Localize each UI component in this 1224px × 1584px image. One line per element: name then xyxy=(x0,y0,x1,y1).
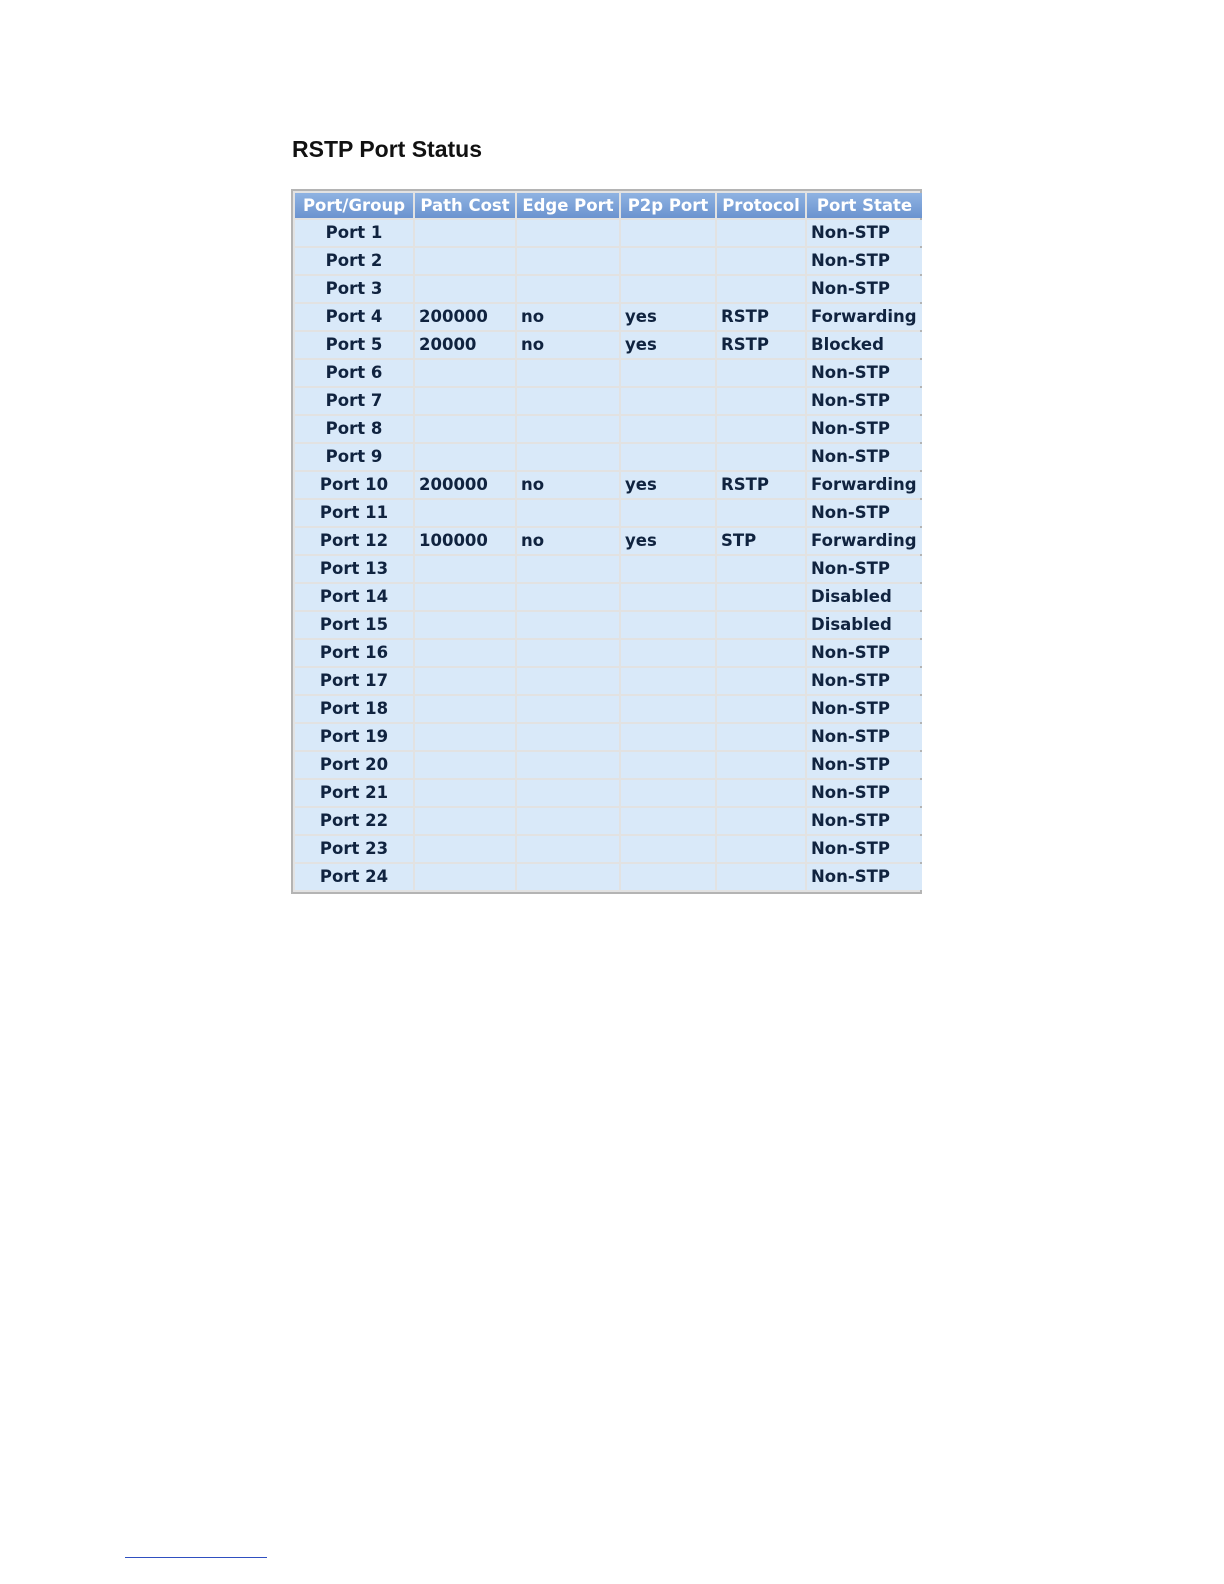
cell-port-state: Non-STP xyxy=(807,780,922,806)
cell-edge-port xyxy=(517,836,619,862)
cell-port-state: Non-STP xyxy=(807,276,922,302)
cell-p2p-port: yes xyxy=(621,304,715,330)
cell-path-cost xyxy=(415,724,515,750)
cell-edge-port xyxy=(517,584,619,610)
cell-path-cost: 20000 xyxy=(415,332,515,358)
table-row xyxy=(295,416,922,442)
cell-path-cost xyxy=(415,500,515,526)
cell-path-cost xyxy=(415,668,515,694)
table-row xyxy=(295,640,922,666)
cell-port-state: Non-STP xyxy=(807,248,922,274)
table-row xyxy=(295,836,922,862)
cell-edge-port xyxy=(517,724,619,750)
cell-port-state: Non-STP xyxy=(807,696,922,722)
cell-port-state: Non-STP xyxy=(807,836,922,862)
cell-port-group: Port 19 xyxy=(295,724,413,750)
cell-p2p-port: yes xyxy=(621,528,715,554)
cell-path-cost xyxy=(415,584,515,610)
cell-path-cost xyxy=(415,444,515,470)
cell-protocol xyxy=(717,752,805,778)
cell-port-group: Port 16 xyxy=(295,640,413,666)
cell-port-state: Forwarding xyxy=(807,304,922,330)
cell-port-state: Non-STP xyxy=(807,360,922,386)
cell-protocol xyxy=(717,416,805,442)
cell-protocol xyxy=(717,668,805,694)
table-body xyxy=(295,220,922,890)
cell-edge-port xyxy=(517,696,619,722)
cell-p2p-port xyxy=(621,360,715,386)
cell-p2p-port xyxy=(621,584,715,610)
header-edge-port: Edge Port xyxy=(517,193,619,218)
cell-protocol xyxy=(717,220,805,246)
cell-edge-port: no xyxy=(517,528,619,554)
cell-edge-port xyxy=(517,612,619,638)
cell-edge-port xyxy=(517,248,619,274)
cell-path-cost xyxy=(415,864,515,890)
cell-path-cost xyxy=(415,248,515,274)
cell-path-cost xyxy=(415,780,515,806)
cell-port-state: Non-STP xyxy=(807,752,922,778)
cell-port-group: Port 13 xyxy=(295,556,413,582)
cell-path-cost: 200000 xyxy=(415,304,515,330)
cell-p2p-port: yes xyxy=(621,332,715,358)
cell-port-state: Disabled xyxy=(807,584,922,610)
cell-edge-port xyxy=(517,220,619,246)
cell-p2p-port xyxy=(621,640,715,666)
cell-protocol xyxy=(717,444,805,470)
cell-protocol: RSTP xyxy=(717,332,805,358)
cell-p2p-port xyxy=(621,500,715,526)
cell-path-cost xyxy=(415,220,515,246)
cell-port-group: Port 24 xyxy=(295,864,413,890)
cell-protocol xyxy=(717,500,805,526)
table-row xyxy=(295,724,922,750)
cell-port-group: Port 12 xyxy=(295,528,413,554)
cell-port-state: Disabled xyxy=(807,612,922,638)
cell-protocol xyxy=(717,612,805,638)
cell-protocol xyxy=(717,836,805,862)
cell-port-state: Non-STP xyxy=(807,668,922,694)
table-row xyxy=(295,584,922,610)
rstp-port-status-table xyxy=(291,189,922,894)
cell-path-cost: 100000 xyxy=(415,528,515,554)
page-title: RSTP Port Status xyxy=(292,136,482,162)
cell-protocol xyxy=(717,584,805,610)
header-port-state: Port State xyxy=(807,193,922,218)
cell-edge-port: no xyxy=(517,332,619,358)
cell-edge-port xyxy=(517,500,619,526)
cell-p2p-port xyxy=(621,444,715,470)
cell-port-group: Port 17 xyxy=(295,668,413,694)
table-row xyxy=(295,304,922,330)
cell-port-state: Non-STP xyxy=(807,388,922,414)
cell-p2p-port: yes xyxy=(621,472,715,498)
cell-p2p-port xyxy=(621,808,715,834)
cell-protocol xyxy=(717,780,805,806)
cell-edge-port xyxy=(517,416,619,442)
cell-port-group: Port 1 xyxy=(295,220,413,246)
cell-p2p-port xyxy=(621,248,715,274)
cell-port-group: Port 20 xyxy=(295,752,413,778)
cell-edge-port xyxy=(517,808,619,834)
cell-path-cost xyxy=(415,752,515,778)
cell-port-state: Non-STP xyxy=(807,640,922,666)
header-port-group: Port/Group xyxy=(295,193,413,218)
cell-edge-port xyxy=(517,780,619,806)
table-row xyxy=(295,388,922,414)
table-row xyxy=(295,500,922,526)
cell-port-state: Non-STP xyxy=(807,724,922,750)
cell-port-group: Port 9 xyxy=(295,444,413,470)
table-row xyxy=(295,556,922,582)
cell-port-group: Port 14 xyxy=(295,584,413,610)
cell-path-cost xyxy=(415,836,515,862)
cell-path-cost xyxy=(415,276,515,302)
table-row xyxy=(295,780,922,806)
cell-edge-port xyxy=(517,864,619,890)
cell-edge-port xyxy=(517,276,619,302)
cell-port-group: Port 22 xyxy=(295,808,413,834)
cell-port-state: Non-STP xyxy=(807,444,922,470)
cell-p2p-port xyxy=(621,696,715,722)
cell-edge-port xyxy=(517,388,619,414)
table-row xyxy=(295,668,922,694)
cell-edge-port xyxy=(517,752,619,778)
cell-port-state: Non-STP xyxy=(807,556,922,582)
table-row xyxy=(295,248,922,274)
cell-p2p-port xyxy=(621,836,715,862)
table-row xyxy=(295,808,922,834)
cell-edge-port xyxy=(517,360,619,386)
cell-port-group: Port 4 xyxy=(295,304,413,330)
cell-p2p-port xyxy=(621,276,715,302)
cell-protocol xyxy=(717,556,805,582)
cell-p2p-port xyxy=(621,752,715,778)
cell-path-cost xyxy=(415,556,515,582)
cell-p2p-port xyxy=(621,556,715,582)
cell-protocol: RSTP xyxy=(717,304,805,330)
cell-edge-port xyxy=(517,556,619,582)
cell-port-state: Non-STP xyxy=(807,416,922,442)
cell-port-state: Non-STP xyxy=(807,220,922,246)
cell-port-state: Non-STP xyxy=(807,500,922,526)
cell-protocol xyxy=(717,640,805,666)
header-path-cost: Path Cost xyxy=(415,193,515,218)
cell-port-group: Port 7 xyxy=(295,388,413,414)
cell-p2p-port xyxy=(621,612,715,638)
cell-port-state: Non-STP xyxy=(807,808,922,834)
cell-protocol xyxy=(717,360,805,386)
cell-path-cost xyxy=(415,388,515,414)
cell-p2p-port xyxy=(621,780,715,806)
table-row xyxy=(295,220,922,246)
cell-protocol xyxy=(717,864,805,890)
cell-port-state: Forwarding xyxy=(807,472,922,498)
cell-path-cost xyxy=(415,612,515,638)
table-header-row xyxy=(295,193,922,218)
cell-p2p-port xyxy=(621,864,715,890)
cell-protocol xyxy=(717,276,805,302)
cell-edge-port xyxy=(517,640,619,666)
cell-protocol xyxy=(717,808,805,834)
cell-port-group: Port 18 xyxy=(295,696,413,722)
cell-protocol xyxy=(717,696,805,722)
table-row xyxy=(295,276,922,302)
table-row xyxy=(295,360,922,386)
cell-port-group: Port 23 xyxy=(295,836,413,862)
cell-port-state: Blocked xyxy=(807,332,922,358)
cell-port-state: Non-STP xyxy=(807,864,922,890)
header-protocol: Protocol xyxy=(717,193,805,218)
cell-edge-port: no xyxy=(517,472,619,498)
table-row xyxy=(295,696,922,722)
cell-path-cost xyxy=(415,360,515,386)
cell-port-group: Port 11 xyxy=(295,500,413,526)
table-row xyxy=(295,752,922,778)
cell-port-group: Port 21 xyxy=(295,780,413,806)
cell-p2p-port xyxy=(621,668,715,694)
table-row xyxy=(295,528,922,554)
cell-path-cost xyxy=(415,416,515,442)
cell-port-group: Port 2 xyxy=(295,248,413,274)
cell-path-cost: 200000 xyxy=(415,472,515,498)
table-row xyxy=(295,332,922,358)
cell-path-cost xyxy=(415,808,515,834)
cell-port-group: Port 6 xyxy=(295,360,413,386)
cell-protocol xyxy=(717,388,805,414)
cell-path-cost xyxy=(415,696,515,722)
cell-port-group: Port 15 xyxy=(295,612,413,638)
cell-port-group: Port 10 xyxy=(295,472,413,498)
status-table xyxy=(293,191,924,892)
table-row xyxy=(295,612,922,638)
cell-port-state: Forwarding xyxy=(807,528,922,554)
cell-port-group: Port 8 xyxy=(295,416,413,442)
cell-protocol: RSTP xyxy=(717,472,805,498)
table-row xyxy=(295,864,922,890)
cell-protocol xyxy=(717,248,805,274)
cell-path-cost xyxy=(415,640,515,666)
cell-edge-port xyxy=(517,668,619,694)
cell-protocol: STP xyxy=(717,528,805,554)
table-row xyxy=(295,444,922,470)
footnote-rule xyxy=(125,1557,267,1558)
cell-p2p-port xyxy=(621,724,715,750)
cell-edge-port: no xyxy=(517,304,619,330)
cell-p2p-port xyxy=(621,220,715,246)
cell-port-group: Port 3 xyxy=(295,276,413,302)
header-p2p-port: P2p Port xyxy=(621,193,715,218)
table-row xyxy=(295,472,922,498)
cell-port-group: Port 5 xyxy=(295,332,413,358)
cell-p2p-port xyxy=(621,388,715,414)
cell-p2p-port xyxy=(621,416,715,442)
cell-edge-port xyxy=(517,444,619,470)
cell-protocol xyxy=(717,724,805,750)
